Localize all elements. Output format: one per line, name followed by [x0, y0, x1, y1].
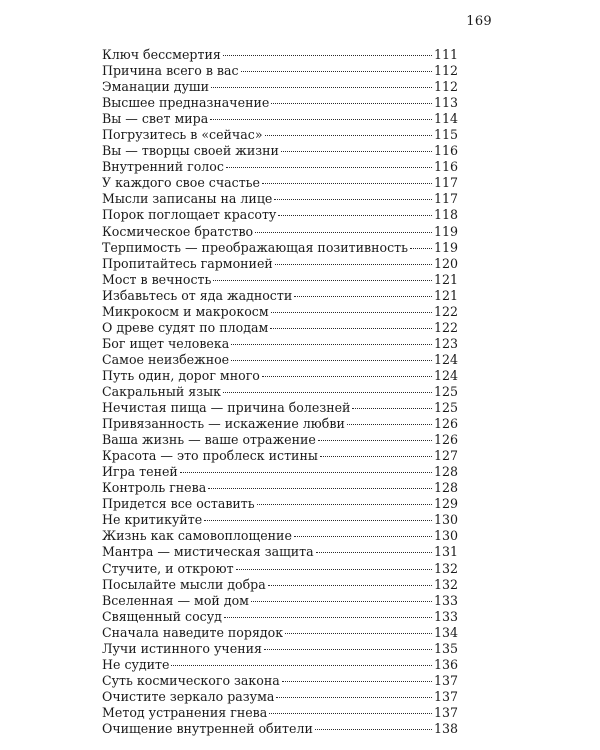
dot-leader [236, 569, 432, 570]
toc-entry [102, 336, 458, 352]
toc-entry [102, 705, 458, 721]
toc-entry [102, 191, 458, 207]
toc-entry [102, 577, 458, 593]
toc-entry-title: Привязанность — искажение любви [102, 416, 345, 432]
toc-entry [102, 464, 458, 480]
toc-entry-title: Придется все оставить [102, 496, 255, 512]
dot-leader [204, 520, 432, 521]
toc-entry-title: Причина всего в вас [102, 63, 239, 79]
toc-entry [102, 721, 458, 737]
toc-entry-title: Очищение внутренней обители [102, 720, 313, 736]
toc-entry-title: Нечистая пища — причина болезней [102, 400, 351, 416]
toc-entry-page: 136 [433, 656, 458, 672]
toc-entry [102, 544, 458, 560]
dot-leader [257, 504, 432, 505]
toc-entry-page: 133 [433, 608, 458, 624]
toc-entry [102, 224, 458, 240]
toc-entry-page: 128 [433, 464, 458, 480]
dot-leader [347, 424, 432, 425]
dot-leader [274, 199, 432, 200]
dot-leader [223, 392, 432, 393]
toc-entry-title: Лучи истинного учения [102, 640, 262, 656]
toc-entry-page: 137 [433, 672, 458, 688]
toc-entry [102, 79, 458, 95]
toc-entry-title: Мост в вечность [102, 271, 212, 287]
dot-leader [352, 408, 432, 409]
toc-entry-title: У каждого свое счастье [102, 175, 260, 191]
toc-entry-page: 117 [433, 191, 458, 207]
toc-entry [102, 272, 458, 288]
toc-entry [102, 641, 458, 657]
toc-entry-page: 130 [433, 528, 458, 544]
page-number: 169 [466, 14, 492, 29]
toc-entry [102, 47, 458, 63]
toc-entry-page: 122 [433, 319, 458, 335]
toc-entry-page: 120 [433, 255, 458, 271]
toc-entry-page: 125 [433, 400, 458, 416]
dot-leader [231, 360, 432, 361]
dot-leader [278, 215, 432, 216]
toc-entry-page: 112 [433, 79, 458, 95]
toc-entry [102, 63, 458, 79]
toc-entry-title: Ключ бессмертия [102, 47, 221, 62]
toc-entry-page: 135 [433, 640, 458, 656]
dot-leader [210, 119, 432, 120]
toc-entry-title: Эманации души [102, 79, 209, 95]
toc-entry [102, 561, 458, 577]
toc-entry-title: Мысли записаны на лице [102, 191, 273, 207]
toc-entry [102, 432, 458, 448]
toc-entry-title: Вы — свет мира [102, 111, 209, 127]
toc-entry-title: Красота — это проблеск истины [102, 448, 318, 464]
toc-entry-page: 123 [433, 335, 458, 351]
dot-leader [275, 264, 432, 265]
toc-entry-page: 125 [433, 383, 458, 399]
toc-entry-page: 118 [433, 207, 458, 223]
toc-entry-title: Суть космического закона [102, 672, 280, 688]
toc-entry-title: Избавьтесь от яда жадности [102, 287, 293, 303]
dot-leader [315, 729, 432, 730]
toc-entry-title: Космическое братство [102, 223, 254, 239]
toc-entry-page: 115 [433, 127, 458, 143]
toc-entry-title: Контроль гнева [102, 480, 207, 496]
toc-entry-title: Самое неизбежное [102, 351, 230, 367]
toc-entry-page: 127 [433, 448, 458, 464]
dot-leader [410, 248, 432, 249]
toc-entry-title: Сакральный язык [102, 383, 221, 399]
toc-entry-title: Священный сосуд [102, 608, 222, 624]
toc-entry-page: 116 [433, 143, 458, 159]
toc-entry-title: О древе судят по плодам [102, 319, 269, 335]
toc-entry-page: 119 [433, 239, 458, 255]
dot-leader [271, 103, 432, 104]
toc-entry [102, 673, 458, 689]
dot-leader [282, 681, 432, 682]
toc-entry [102, 143, 458, 159]
dot-leader [211, 87, 432, 88]
toc-entry [102, 320, 458, 336]
toc-entry [102, 416, 458, 432]
dot-leader [231, 344, 432, 345]
dot-leader [223, 55, 432, 56]
toc-entry-title: Бог ищет человека [102, 335, 230, 351]
toc-entry [102, 625, 458, 641]
dot-leader [316, 552, 432, 553]
toc-entry [102, 352, 458, 368]
dot-leader [268, 585, 432, 586]
toc-entry-title: Внутренний голос [102, 159, 224, 175]
toc-entry-title: Погрузитесь в «сейчас» [102, 127, 263, 143]
toc-entry-page: 130 [433, 512, 458, 528]
toc-entry-title: Ваша жизнь — ваше отражение [102, 432, 316, 448]
toc-entry [102, 111, 458, 127]
toc-entry [102, 657, 458, 673]
dot-leader [269, 713, 432, 714]
toc-entry [102, 689, 458, 705]
toc-entry [102, 528, 458, 544]
dot-leader [285, 633, 432, 634]
toc-entry-title: Не критикуйте [102, 512, 203, 528]
toc-entry-page: 112 [433, 63, 458, 79]
toc-entry-title: Стучите, и откроют [102, 560, 234, 576]
dot-leader [226, 167, 432, 168]
dot-leader [271, 312, 432, 313]
dot-leader [294, 536, 432, 537]
toc-entry-title: Не судите [102, 656, 170, 672]
toc-entry [102, 512, 458, 528]
toc-entry-page: 121 [433, 271, 458, 287]
dot-leader [224, 617, 432, 618]
dot-leader [318, 440, 432, 441]
toc-entry [102, 256, 458, 272]
toc-entry-page: 128 [433, 480, 458, 496]
toc-entry [102, 207, 458, 223]
toc-entry-page: 132 [433, 576, 458, 592]
toc-entry [102, 448, 458, 464]
toc-entry [102, 384, 458, 400]
dot-leader [262, 376, 432, 377]
toc-entry-page: 116 [433, 159, 458, 175]
toc-entry [102, 496, 458, 512]
toc-entry-page: 121 [433, 287, 458, 303]
toc-entry [102, 159, 458, 175]
dot-leader [255, 232, 432, 233]
toc-entry [102, 593, 458, 609]
toc-entry-page: 134 [433, 624, 458, 640]
dot-leader [180, 472, 432, 473]
toc-entry [102, 609, 458, 625]
toc-entry-title: Порок поглощает красоту [102, 207, 277, 223]
toc-entry [102, 400, 458, 416]
dot-leader [171, 665, 431, 666]
toc-entry-page: 117 [433, 175, 458, 191]
toc-entry-title: Высшее предназначение [102, 95, 270, 111]
toc-entry-title: Посылайте мысли добра [102, 576, 266, 592]
toc-entry-page: 124 [433, 367, 458, 383]
dot-leader [208, 488, 432, 489]
toc-entry [102, 304, 458, 320]
toc-entry-title: Вы — творцы своей жизни [102, 143, 279, 159]
toc-entry [102, 95, 458, 111]
toc-entry-page: 137 [433, 704, 458, 720]
toc-entry [102, 368, 458, 384]
dot-leader [276, 697, 432, 698]
toc-entry-title: Мантра — мистическая защита [102, 544, 314, 560]
toc-entry [102, 240, 458, 256]
dot-leader [213, 280, 432, 281]
toc-entry-title: Пропитайтесь гармонией [102, 255, 273, 271]
toc-entry-title: Путь один, дорог много [102, 367, 260, 383]
dot-leader [294, 296, 432, 297]
toc-entry-page: 138 [433, 720, 458, 736]
toc-entry-page: 124 [433, 351, 458, 367]
toc-entry-title: Жизнь как самовоплощение [102, 528, 292, 544]
table-of-contents [102, 47, 458, 737]
dot-leader [251, 601, 432, 602]
toc-entry-title: Игра теней [102, 464, 178, 480]
toc-entry-page: 126 [433, 432, 458, 448]
toc-entry [102, 480, 458, 496]
toc-entry-page: 133 [433, 592, 458, 608]
toc-entry-title: Микрокосм и макрокосм [102, 303, 269, 319]
toc-entry [102, 127, 458, 143]
toc-entry-page: 122 [433, 303, 458, 319]
toc-entry-title: Сначала наведите порядок [102, 624, 284, 640]
toc-entry [102, 175, 458, 191]
toc-entry-page: 119 [433, 223, 458, 239]
toc-entry-page: 137 [433, 688, 458, 704]
dot-leader [320, 456, 432, 457]
dot-leader [270, 328, 432, 329]
dot-leader [262, 183, 432, 184]
toc-entry-page: 114 [433, 111, 458, 127]
toc-entry-page: 129 [433, 496, 458, 512]
dot-leader [264, 649, 432, 650]
toc-entry-page: 113 [433, 95, 458, 111]
toc-entry-page: 132 [433, 560, 458, 576]
dot-leader [265, 135, 432, 136]
toc-entry-title: Очистите зеркало разума [102, 688, 275, 704]
toc-entry-page: 126 [433, 416, 458, 432]
toc-entry-page: 111 [433, 47, 458, 62]
toc-entry-title: Метод устранения гнева [102, 704, 268, 720]
toc-entry-title: Терпимость — преображающая позитивность [102, 239, 408, 255]
dot-leader [241, 71, 432, 72]
toc-entry-page: 131 [433, 544, 458, 560]
toc-entry-title: Вселенная — мой дом [102, 592, 249, 608]
toc-entry [102, 288, 458, 304]
dot-leader [281, 151, 432, 152]
